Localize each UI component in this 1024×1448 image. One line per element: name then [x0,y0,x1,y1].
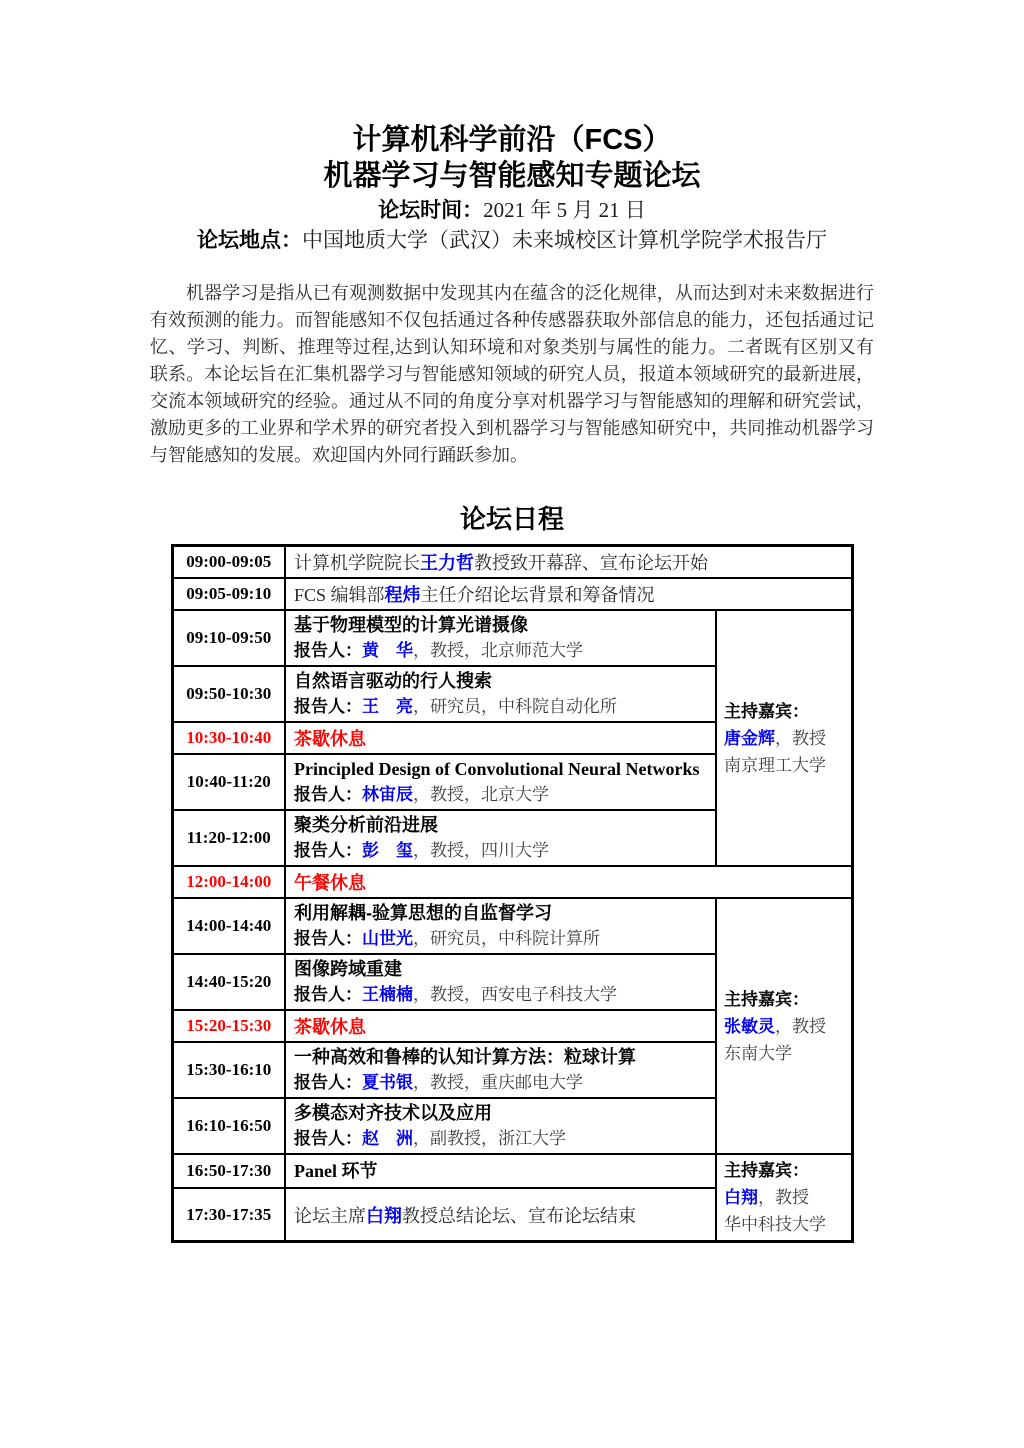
talk-title: 自然语言驱动的行人搜索 [294,671,492,691]
speaker-name: 彭 玺 [362,841,413,860]
speaker-affiliation: ，研究员，中科院计算所 [413,929,600,948]
speaker-affiliation: ，教授，北京大学 [413,785,549,804]
event-cell [285,722,716,754]
speaker-name: 赵 洲 [362,1129,413,1148]
speaker-label: 报告人： [294,1129,362,1148]
speaker-affiliation: ，副教授，浙江大学 [413,1129,566,1148]
speaker-line [294,1070,707,1095]
time-cell: 12:00-14:00 [172,866,285,898]
speaker-label: 报告人： [294,785,362,804]
forum-location-line [0,227,1024,254]
table-row-opening [172,546,852,579]
time-cell: 14:00-14:40 [172,898,285,954]
forum-location-value: 中国地质大学（武汉）未来城校区计算机学院学术报告厅 [302,228,827,252]
event-cell [285,666,716,722]
forum-title-line2: 机器学习与智能感知专题论坛 [323,160,701,192]
talk-title: Panel 环节 [294,1160,378,1181]
break-label: 茶歇休息 [294,1017,366,1037]
event-cell [285,898,716,954]
speaker-name: 山世光 [362,929,413,948]
time-cell: 14:40-15:20 [172,954,285,1010]
time-cell: 09:00-09:05 [172,546,285,579]
event-text: FCS 编辑部 [294,585,385,605]
time-cell: 09:50-10:30 [172,666,285,722]
host-affiliation: 华中科技大学 [724,1215,826,1234]
host-label: 主持嘉宾： [724,989,809,1009]
break-label: 午餐休息 [294,873,366,893]
time-cell: 11:20-12:00 [172,810,285,866]
event-cell [285,810,716,866]
person-name: 王力哲 [420,553,474,573]
table-row-intro-fcs [172,578,852,610]
speaker-label: 报告人： [294,929,362,948]
host-label: 主持嘉宾： [724,1161,809,1180]
speaker-line [294,638,707,663]
talk-title: 聚类分析前沿进展 [294,815,438,835]
speaker-label: 报告人： [294,641,362,660]
forum-time-line [0,197,1024,224]
speaker-line [294,782,707,807]
speaker-name: 王 亮 [362,697,413,716]
time-cell: 15:20-15:30 [172,1010,285,1042]
speaker-line [294,982,707,1007]
forum-time-label: 论坛时间： [378,199,484,222]
event-cell [285,1010,716,1042]
speaker-label: 报告人： [294,841,362,860]
event-cell [285,1154,716,1188]
host-title: ，教授 [758,1188,809,1207]
host-label: 主持嘉宾： [724,701,809,721]
speaker-name: 夏书银 [362,1073,413,1092]
talk-title: 一种高效和鲁棒的认知计算方法：粒球计算 [294,1047,636,1067]
table-row-lunch-break [172,866,852,898]
speaker-affiliation: ，教授，西安电子科技大学 [413,985,617,1004]
speaker-label: 报告人： [294,985,362,1004]
forum-location-label: 论坛地点： [197,229,302,252]
event-cell [285,866,852,898]
forum-time-value: 2021 年 5 月 21 日 [483,198,646,222]
speaker-name: 黄 华 [362,641,413,660]
host-title: ，教授 [775,1016,826,1036]
time-cell: 16:10-16:50 [172,1098,285,1154]
host-affiliation: 东南大学 [724,1043,792,1063]
talk-title: Principled Design of Convolutional Neural Networks [294,759,700,779]
talk-title: 利用解耦-验算思想的自监督学习 [294,903,552,923]
speaker-label: 报告人： [294,697,362,716]
schedule-table [171,544,854,1243]
host-cell-afternoon [716,898,852,1154]
event-cell [285,546,852,579]
time-cell: 10:40-11:20 [172,754,285,810]
talk-title: 多模态对齐技术以及应用 [294,1103,492,1123]
host-name-line [724,1013,844,1040]
schedule-heading: 论坛日程 [459,504,564,534]
event-cell [285,754,716,810]
host-title: ，教授 [775,728,826,748]
talk-title: 基于物理模型的计算光谱摄像 [294,615,528,635]
event-text: 论坛主席 [294,1205,366,1226]
speaker-affiliation: ，教授，北京师范大学 [413,641,583,660]
speaker-line [294,1126,707,1151]
host-affiliation: 南京理工大学 [724,755,826,775]
event-cell [285,954,716,1010]
speaker-affiliation: ，教授，重庆邮电大学 [413,1073,583,1092]
table-row-talk [172,610,852,666]
forum-title-line1: 计算机科学前沿（FCS） [352,124,672,156]
host-cell-morning [716,610,852,866]
time-cell: 16:50-17:30 [172,1154,285,1188]
speaker-name: 林宙辰 [362,785,413,804]
event-text: 计算机学院院长 [294,553,420,573]
time-cell: 09:10-09:50 [172,610,285,666]
host-name-line [724,1184,844,1211]
event-cell [285,1042,716,1098]
host-name: 张敏灵 [724,1016,775,1036]
time-cell: 15:30-16:10 [172,1042,285,1098]
intro-paragraph: 机器学习是指从已有观测数据中发现其内在蕴含的泛化规律，从而达到对未来数据进行有效预测的能力。而智能感知不仅包括通过各种传感器获取外部信息的能力，还包括通过记忆、学习、判断、推理等过程,达到认知环境和对象类别与属性的能力。二者既有区别又有联系。本论坛旨在汇集机器学习与智能感知领域的研究人员，报道本领域研究的最新进展，交流本领域研究的经验。通过从不同的角度分享对机器学习与智能感知的理解和研究尝试，激励更多的工业界和学术界的研究者投入到机器学习与智能感知研究中，共同推动机器学习与智能感知的发展。欢迎国内外同行踊跃参加。 [150,283,874,465]
event-text: 教授总结论坛、宣布论坛结束 [402,1205,636,1226]
time-cell: 09:05-09:10 [172,578,285,610]
event-cell [285,610,716,666]
host-name: 唐金辉 [724,728,775,748]
speaker-line [294,838,707,863]
speaker-line [294,926,707,951]
table-row-panel [172,1154,852,1188]
table-row-talk [172,898,852,954]
event-cell [285,1098,716,1154]
person-name: 白翔 [366,1205,402,1226]
host-name: 白翔 [724,1188,758,1207]
host-name-line [724,725,844,752]
speaker-name: 王楠楠 [362,985,413,1004]
speaker-affiliation: ，研究员，中科院自动化所 [413,697,617,716]
speaker-affiliation: ，教授，四川大学 [413,841,549,860]
time-cell: 10:30-10:40 [172,722,285,754]
host-cell-panel [716,1154,852,1242]
speaker-label: 报告人： [294,1073,362,1092]
event-text: 教授致开幕辞、宣布论坛开始 [474,553,708,573]
time-cell: 17:30-17:35 [172,1188,285,1241]
event-text: 主任介绍论坛背景和筹备情况 [420,585,655,605]
speaker-line [294,694,707,719]
talk-title: 图像跨域重建 [294,959,402,979]
event-cell [285,578,852,610]
break-label: 茶歇休息 [294,729,366,749]
person-name: 程炜 [384,585,421,605]
event-cell [285,1188,716,1241]
